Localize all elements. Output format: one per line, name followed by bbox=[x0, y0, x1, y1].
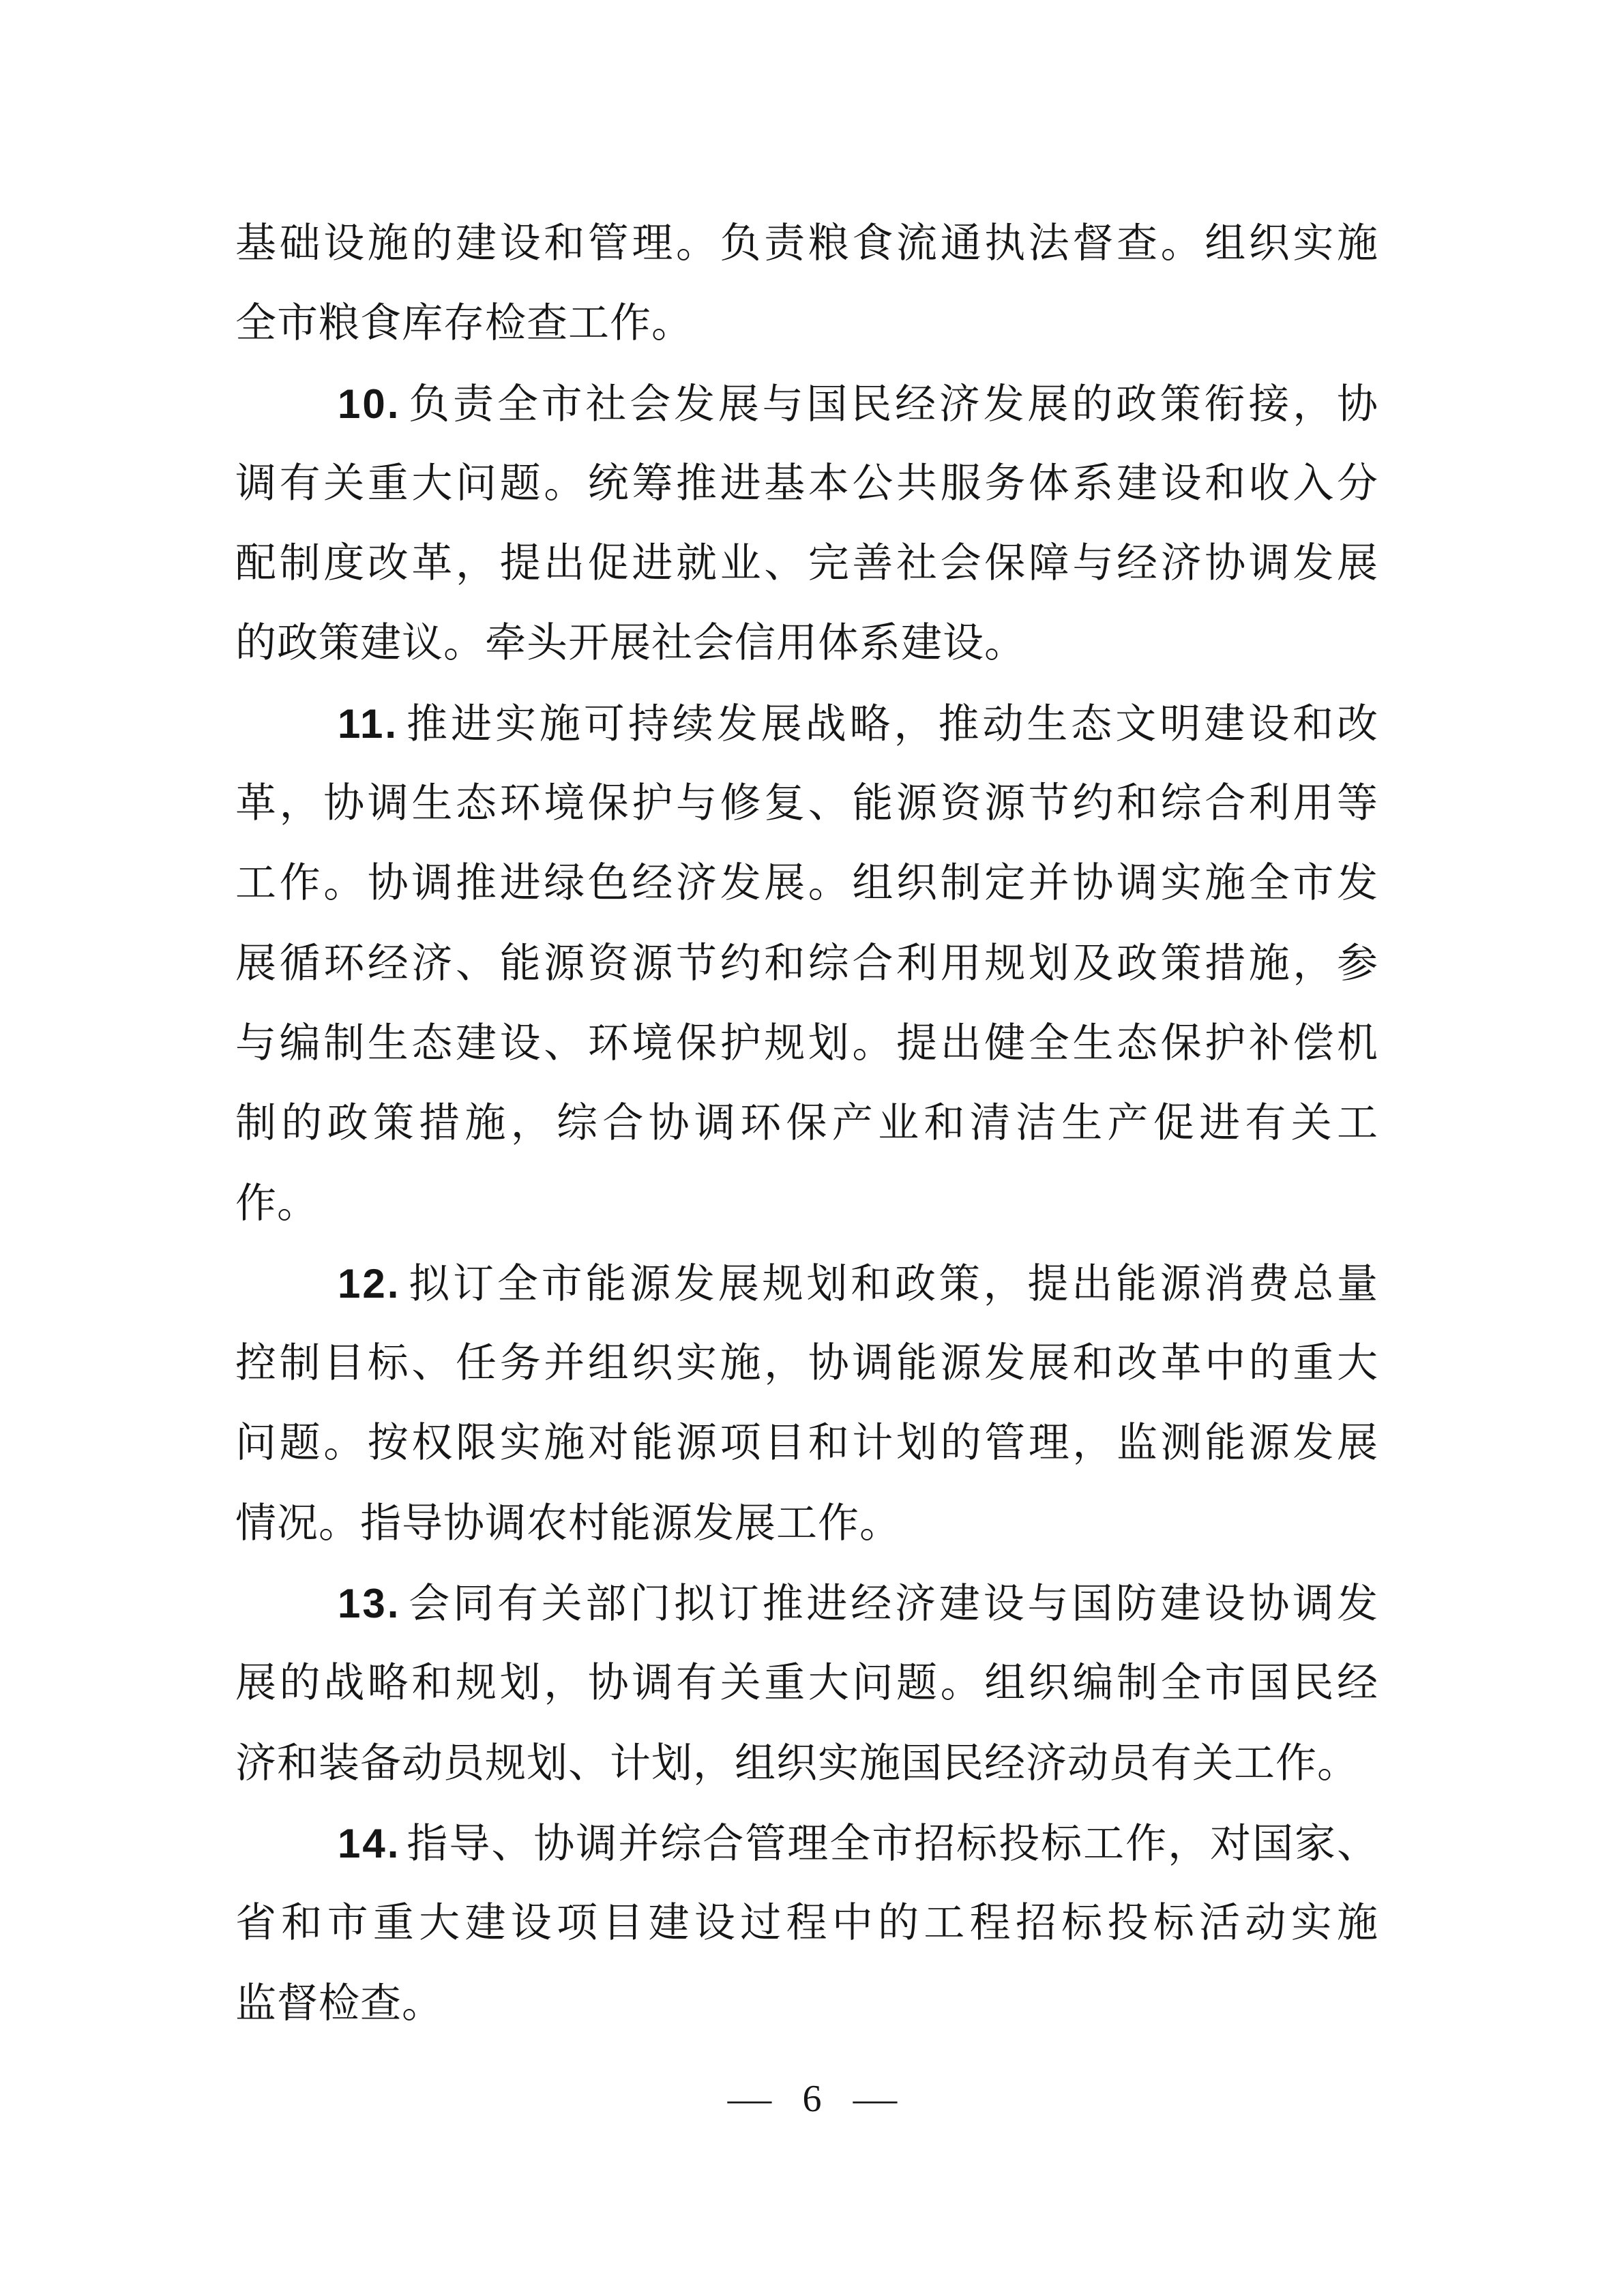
line-text: 的政策建议。牵头开展社会信用体系建设。 bbox=[235, 621, 1026, 666]
line-text: 推进实施可持续发展战略，推动生态文明建设和改 bbox=[404, 701, 1378, 747]
text-line bbox=[235, 1564, 1378, 1643]
text-line bbox=[235, 1883, 1378, 1963]
line-text: 全市粮食库存检查工作。 bbox=[235, 301, 693, 346]
text-line bbox=[235, 684, 1378, 764]
line-text: 工作。协调推进绿色经济发展。组织制定并协调实施全市发 bbox=[235, 861, 1378, 906]
paragraph-number: 12. bbox=[338, 1260, 401, 1307]
text-line bbox=[235, 1084, 1378, 1163]
footer-dash-left: — bbox=[727, 2078, 771, 2120]
text-line bbox=[235, 844, 1378, 923]
paragraph-number: 10. bbox=[338, 381, 401, 427]
paragraph-number: 14. bbox=[338, 1820, 401, 1866]
paragraph-number: 11. bbox=[338, 700, 399, 747]
page-footer bbox=[0, 2072, 1624, 2126]
text-line bbox=[235, 284, 1378, 363]
line-text: 展的战略和规划，协调有关重大问题。组织编制全市国民经 bbox=[235, 1660, 1378, 1706]
text-line bbox=[235, 1484, 1378, 1564]
text-line bbox=[235, 603, 1378, 683]
line-text: 拟订全市能源发展规划和政策，提出能源消费总量 bbox=[406, 1261, 1378, 1307]
text-line bbox=[235, 924, 1378, 1004]
document-body bbox=[235, 204, 1378, 2044]
text-line bbox=[235, 444, 1378, 524]
text-line bbox=[235, 1324, 1378, 1403]
line-text: 监督检查。 bbox=[235, 1980, 443, 2026]
text-line bbox=[235, 1804, 1378, 1883]
text-line bbox=[235, 1643, 1378, 1723]
line-text: 展循环经济、能源资源节约和综合利用规划及政策措施，参 bbox=[235, 940, 1378, 986]
text-line bbox=[235, 524, 1378, 603]
line-text: 作。 bbox=[235, 1180, 319, 1226]
text-line bbox=[235, 1004, 1378, 1084]
line-text: 与编制生态建设、环境保护规划。提出健全生态保护补偿机 bbox=[235, 1020, 1378, 1066]
line-text: 济和装备动员规划、计划，组织实施国民经济动员有关工作。 bbox=[235, 1740, 1359, 1786]
line-text: 控制目标、任务并组织实施，协调能源发展和改革中的重大 bbox=[235, 1341, 1378, 1386]
text-line bbox=[235, 1724, 1378, 1804]
line-text: 情况。指导协调农村能源发展工作。 bbox=[235, 1500, 901, 1546]
line-text: 指导、协调并综合管理全市招标投标工作，对国家、 bbox=[406, 1821, 1378, 1866]
line-text: 会同有关部门拟订推进经济建设与国防建设协调发 bbox=[406, 1581, 1378, 1627]
text-line bbox=[235, 764, 1378, 844]
text-line bbox=[235, 1164, 1378, 1244]
line-text: 省和市重大建设项目建设过程中的工程招标投标活动实施 bbox=[235, 1900, 1378, 1946]
page-number: 6 bbox=[802, 2078, 822, 2120]
text-line bbox=[235, 204, 1378, 284]
text-line bbox=[235, 1403, 1378, 1483]
footer-dash-right: — bbox=[853, 2078, 897, 2120]
line-text: 负责全市社会发展与国民经济发展的政策衔接，协 bbox=[406, 381, 1378, 427]
line-text: 配制度改革，提出促进就业、完善社会保障与经济协调发展 bbox=[235, 541, 1378, 586]
line-text: 制的政策措施，综合协调环保产业和清洁生产促进有关工 bbox=[235, 1101, 1378, 1146]
line-text: 调有关重大问题。统筹推进基本公共服务体系建设和收入分 bbox=[235, 460, 1378, 506]
line-text: 问题。按权限实施对能源项目和计划的管理，监测能源发展 bbox=[235, 1420, 1378, 1466]
text-line bbox=[235, 1964, 1378, 2044]
line-text: 基础设施的建设和管理。负责粮食流通执法督查。组织实施 bbox=[235, 221, 1378, 266]
line-text: 革，协调生态环境保护与修复、能源资源节约和综合利用等 bbox=[235, 781, 1378, 826]
text-line bbox=[235, 1244, 1378, 1324]
paragraph-number: 13. bbox=[338, 1581, 401, 1627]
text-line bbox=[235, 364, 1378, 444]
